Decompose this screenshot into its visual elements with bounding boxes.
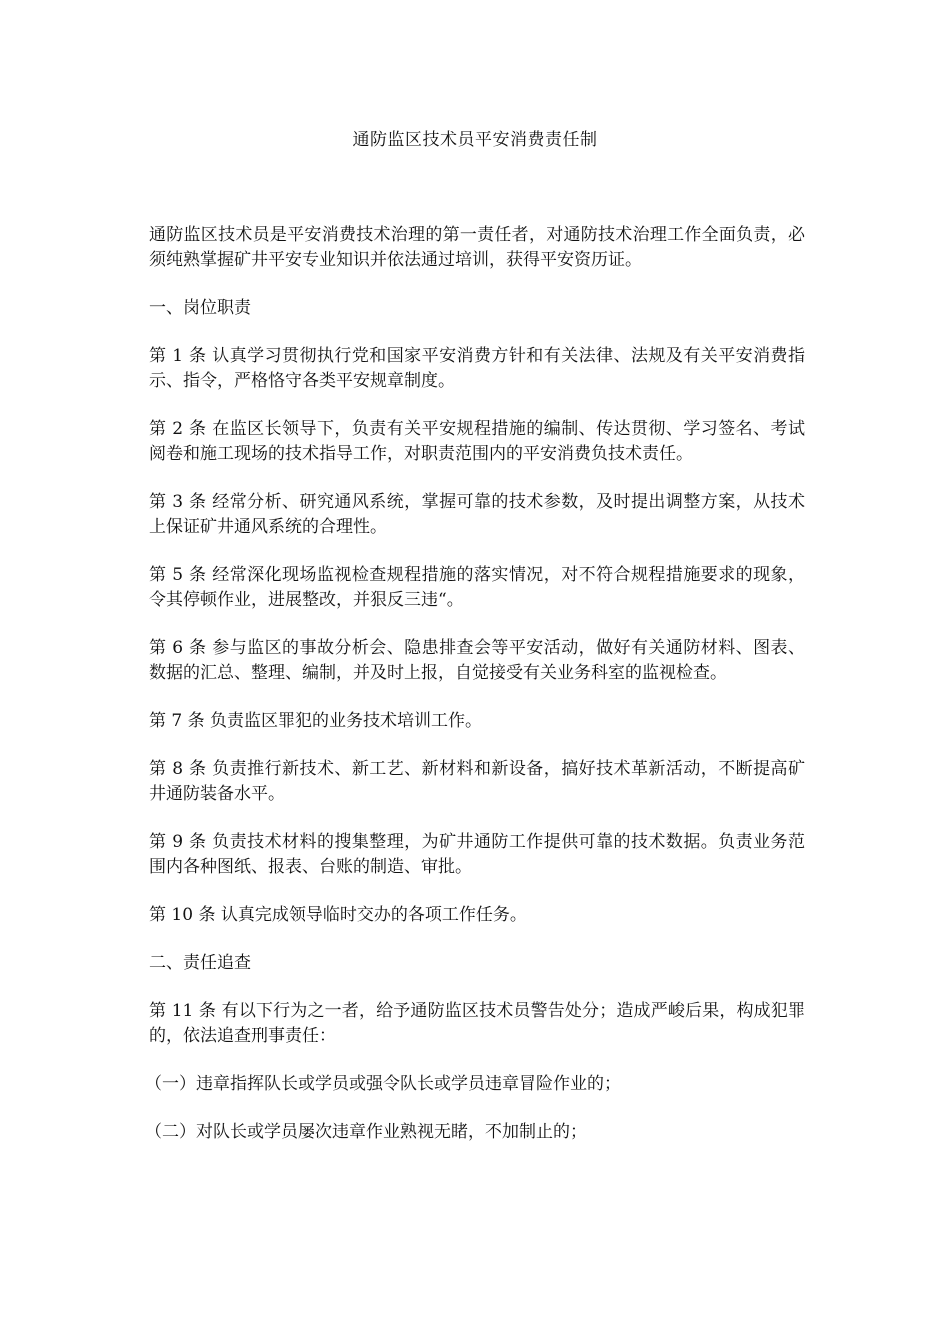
article-8: 第 8 条 负责推行新技术、新工艺、新材料和新设备，搞好技术革新活动，不断提高矿井通防装备水平。 [149, 759, 805, 804]
article-5: 第 5 条 经常深化现场监视检查规程措施的落实情况，对不符合规程措施要求的现象，令其停顿作业，进展整改，并狠反三违“。 [149, 565, 805, 610]
document-title: 通防监区技术员平安消费责任制 [352, 130, 598, 150]
document-body [145, 223, 805, 1168]
list-item: （二）对队长或学员屡次违章作业熟视无睹，不加制止的； [145, 1122, 587, 1142]
article-9: 第 9 条 负责技术材料的搜集整理，为矿井通防工作提供可靠的技术数据。负责业务范围内各种图纸、报表、台账的制造、审批。 [149, 832, 805, 877]
article-7: 第 7 条 负责监区罪犯的业务技术培训工作。 [149, 711, 483, 731]
section-heading-accountability: 二、责任追查 [149, 953, 251, 973]
list-item: （一）违章指挥队长或学员或强令队长或学员违章冒险作业的； [145, 1074, 621, 1094]
article-10: 第 10 条 认真完成领导临时交办的各项工作任务。 [149, 905, 527, 925]
section-heading-duties: 一、岗位职责 [149, 298, 251, 318]
article-1: 第 1 条 认真学习贯彻执行党和国家平安消费方针和有关法律、法规及有关平安消费指示、指令，严格恪守各类平安规章制度。 [149, 346, 805, 391]
article-2: 第 2 条 在监区长领导下，负责有关平安规程措施的编制、传达贯彻、学习签名、考试阅卷和施工现场的技术指导工作，对职责范围内的平安消费负技术责任。 [149, 419, 805, 464]
intro-paragraph: 通防监区技术员是平安消费技术治理的第一责任者，对通防技术治理工作全面负责，必须纯熟掌握矿井平安专业知识并依法通过培训，获得平安资历证。 [149, 225, 805, 270]
article-3: 第 3 条 经常分析、研究通风系统，掌握可靠的技术参数，及时提出调整方案，从技术上保证矿井通风系统的合理性。 [149, 492, 805, 537]
article-6: 第 6 条 参与监区的事故分析会、隐患排查会等平安活动，做好有关通防材料、图表、数据的汇总、整理、编制，并及时上报，自觉接受有关业务科室的监视检查。 [149, 638, 805, 683]
article-11: 第 11 条 有以下行为之一者，给予通防监区技术员警告处分；造成严峻后果，构成犯罪的，依法追查刑事责任： [149, 1001, 805, 1046]
